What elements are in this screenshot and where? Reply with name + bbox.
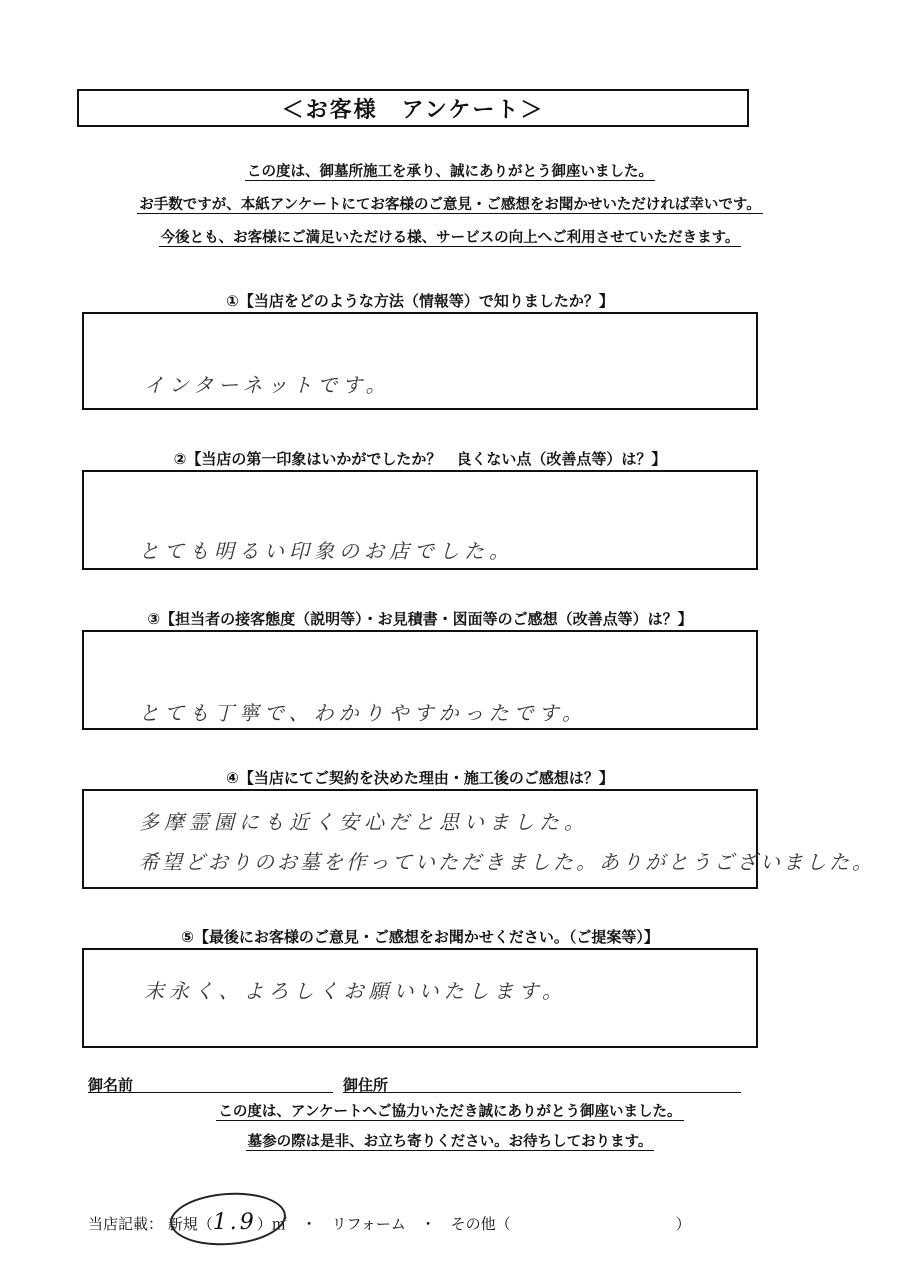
question-2-heading: ②【当店の第一印象はいかがでしたか？ 良くない点（改善点等）は？】 <box>173 450 667 468</box>
store-note-label: 当店記載： <box>88 1215 164 1233</box>
store-note-new-label: 新規（ <box>167 1215 213 1233</box>
store-note-new-unit: ）㎡ <box>256 1215 287 1233</box>
question-3-heading: ③【担当者の接客態度（説明等）・お見積書・図面等のご感想（改善点等）は？】 <box>147 610 693 628</box>
question-4-answer-box[interactable] <box>82 789 875 889</box>
store-note-reform: ・ リフォーム <box>301 1215 406 1233</box>
closing-line-1: この度は、アンケートへご協力いただき誠にありがとう御座いました。 <box>218 1104 682 1120</box>
question-1-heading: ①【当店をどのような方法（情報等）で知りましたか？】 <box>226 292 614 310</box>
question-5-answer-box[interactable] <box>82 948 758 1048</box>
question-4-answer-line-2: 希望どおりのお墓を作っていただきました。ありがとうございました。 <box>139 850 875 874</box>
question-5-answer: 末永く、よろしくお願いいたします。 <box>144 979 567 1003</box>
question-4-answer-line-1: 多摩霊園にも近く安心だと思いました。 <box>139 810 589 834</box>
question-2-answer: とても明るい印象のお店でした。 <box>139 539 514 563</box>
question-3-answer-box[interactable] <box>82 630 758 730</box>
name-label: 御名前 <box>88 1076 134 1094</box>
intro-line-3: 今後とも、お客様にご満足いただける様、サービスの向上へご利用させていただきます。 <box>160 230 740 246</box>
intro-line-1: この度は、御墓所施工を承り、誠にありがとう御座いました。 <box>247 164 653 180</box>
question-4-heading: ④【当店にてご契約を決めた理由・施工後のご感想は？】 <box>226 769 614 787</box>
question-5-heading: ⑤【最後にお客様のご意見・ご感想をお聞かせください。（ご提案等）】 <box>181 928 659 946</box>
store-note-new-value: 1.9 <box>212 1210 257 1235</box>
question-2-answer-box[interactable] <box>82 470 758 570</box>
name-field[interactable] <box>88 1092 333 1093</box>
address-field[interactable] <box>343 1092 741 1093</box>
intro-line-2: お手数ですが、本紙アンケートにてお客様のご意見・ご感想をお聞かせいただければ幸いです。 <box>139 197 761 213</box>
survey-title: ＜お客様 アンケート＞ <box>77 89 749 127</box>
question-1-answer: インターネットです。 <box>144 373 391 397</box>
question-1-answer-box[interactable] <box>82 312 758 410</box>
closing-line-2: 墓参の際は是非、お立ち寄りください。お待ちしております。 <box>247 1134 653 1150</box>
address-label: 御住所 <box>343 1076 389 1094</box>
new-selection-circle <box>168 1189 287 1249</box>
store-note-other: ・ その他（ ） <box>420 1215 691 1233</box>
question-3-answer: とても丁寧で、わかりやすかったです。 <box>139 701 587 725</box>
